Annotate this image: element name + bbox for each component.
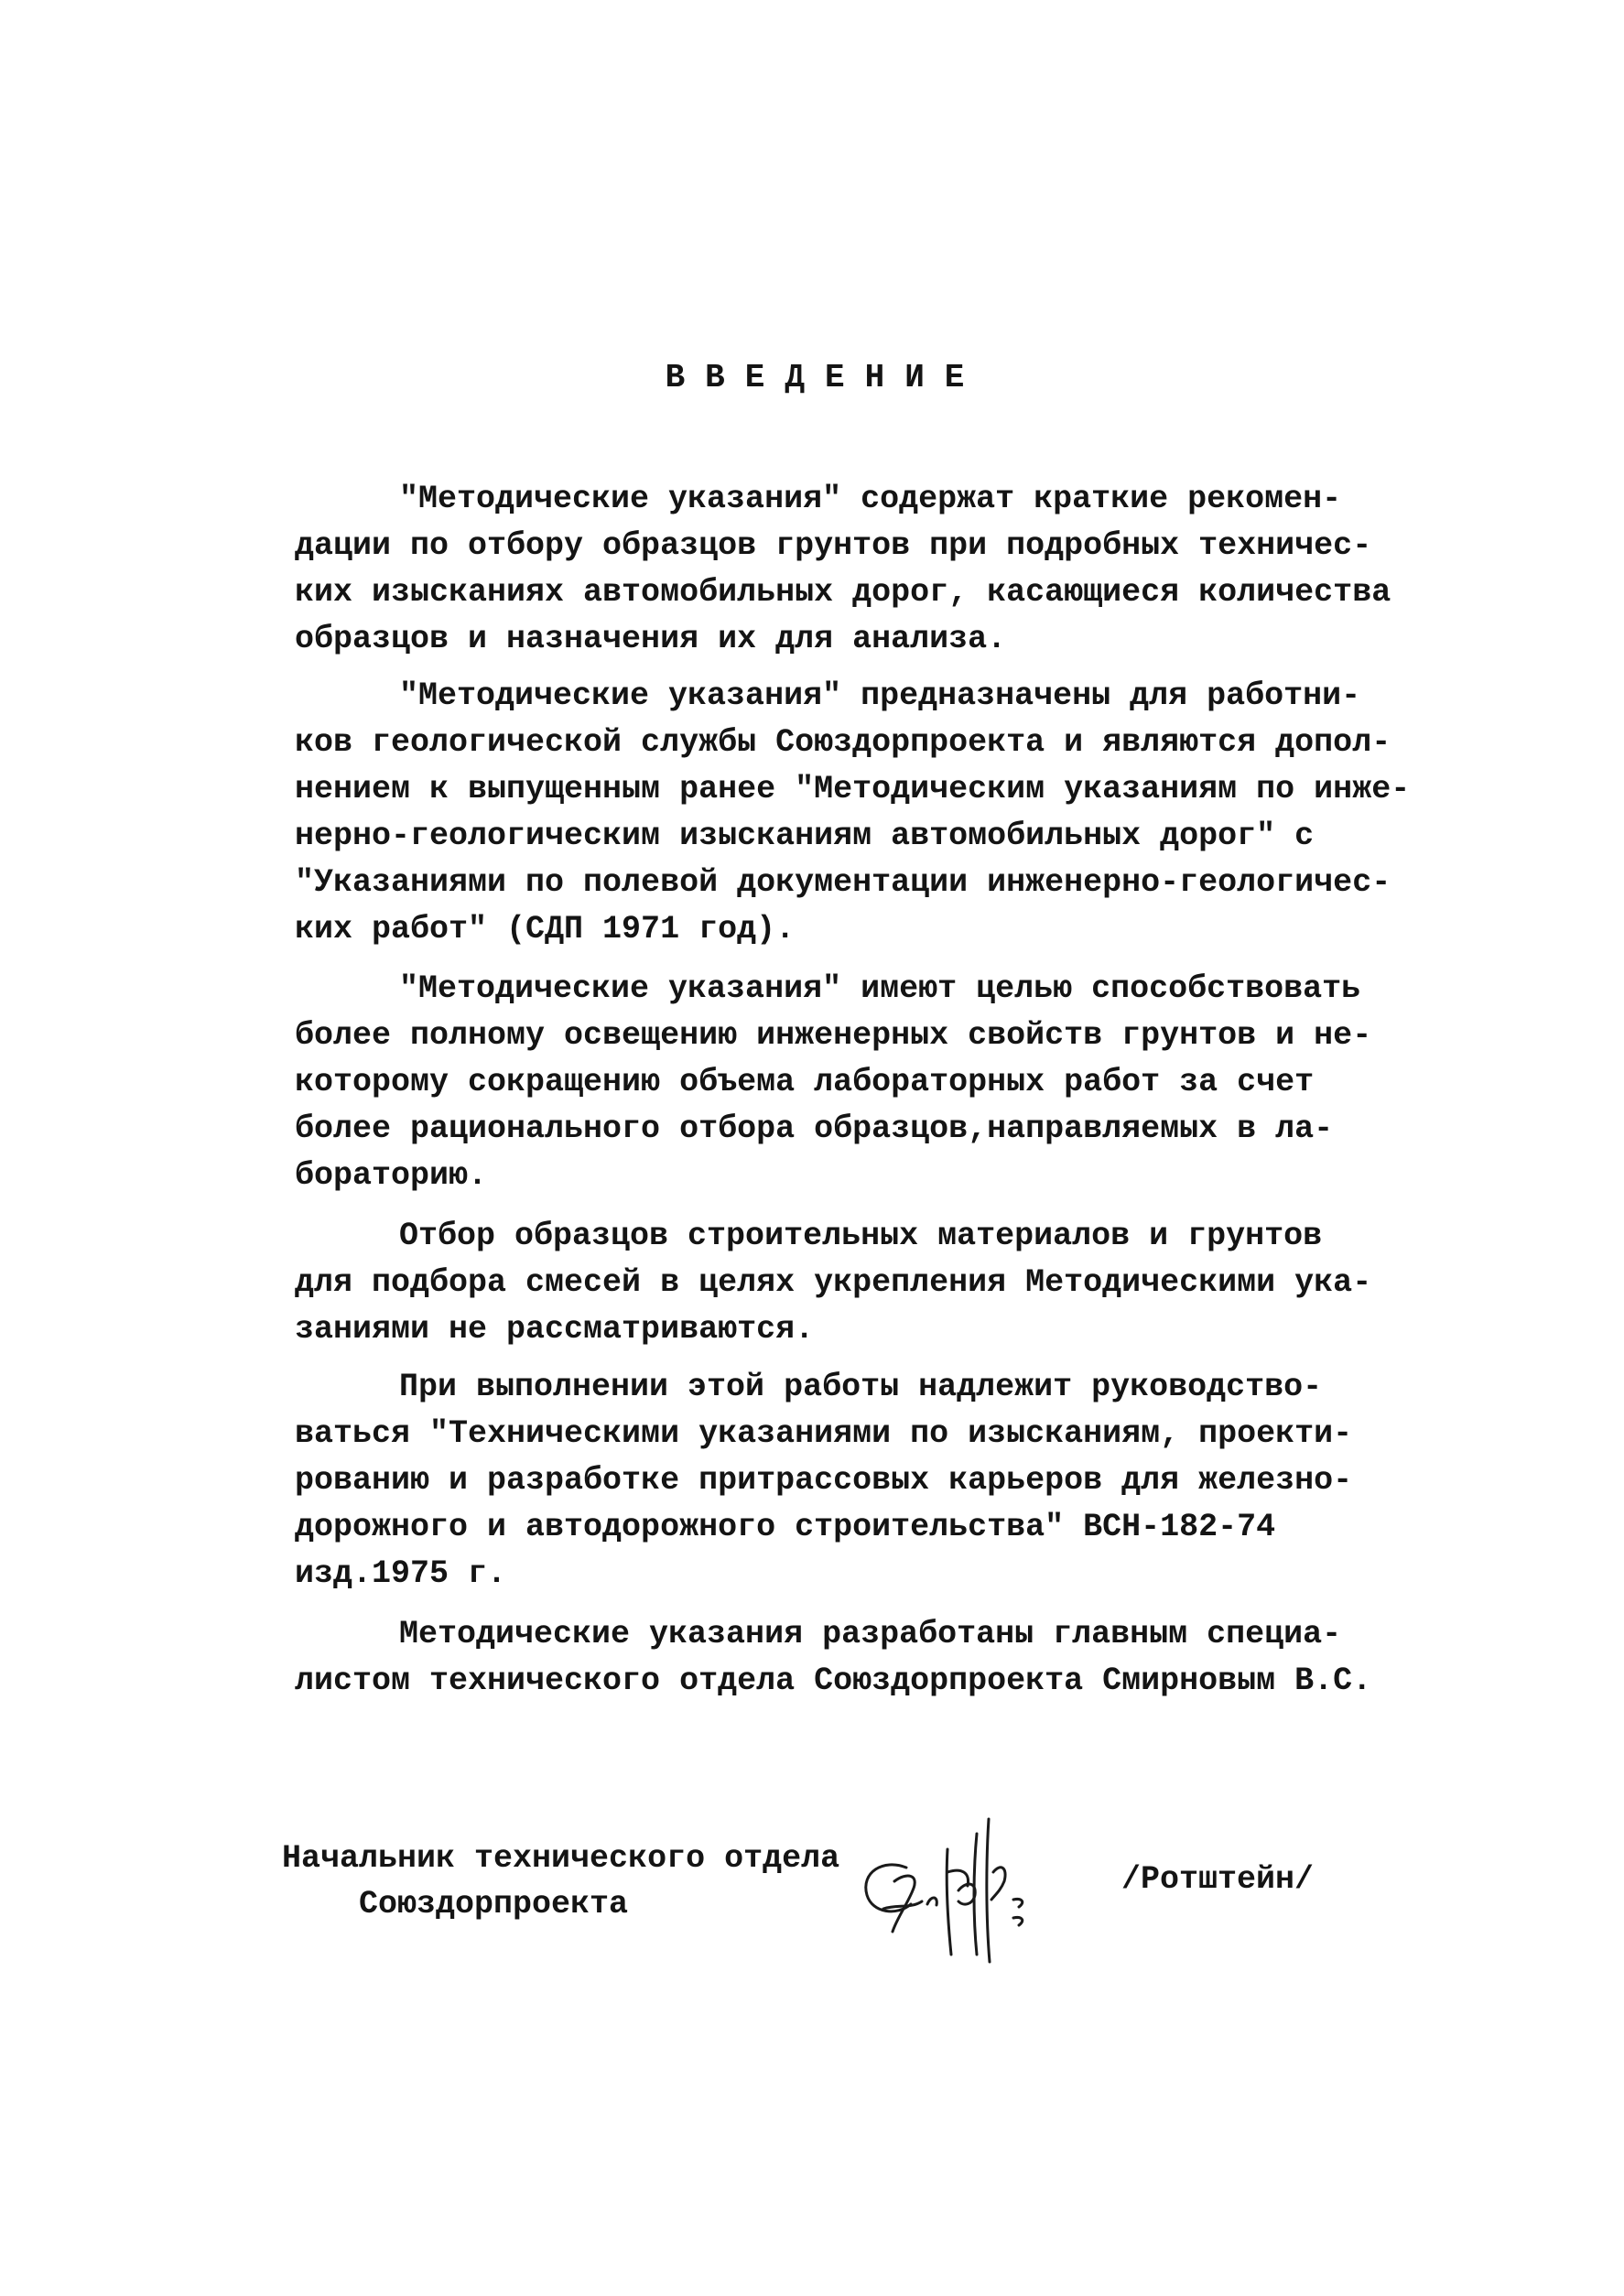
text-line: ких изысканиях автомобильных дорог, касающиеся количества: [295, 574, 1391, 611]
text-line: которому сокращению объема лабораторных работ за счет: [295, 1064, 1315, 1100]
text-line: изд.1975 г.: [295, 1555, 507, 1592]
text-line: заниями не рассматриваются.: [295, 1311, 815, 1348]
text-line: более рационального отбора образцов,направляемых в ла-: [295, 1110, 1334, 1147]
paragraph-5: [295, 1364, 1393, 1597]
page-title: ВВЕДЕНИЕ: [665, 359, 985, 396]
paragraph-4: [295, 1213, 1393, 1353]
text-line: рованию и разработке притрассовых карьеров для железно-: [295, 1462, 1353, 1499]
text-line: "Методические указания" имеют целью способствовать: [399, 970, 1361, 1007]
text-line: бораторию.: [295, 1157, 488, 1194]
handwritten-signature-icon: [856, 1817, 1076, 1968]
text-line: Отбор образцов строительных материалов и грунтов: [399, 1218, 1323, 1254]
paragraph-2: [295, 673, 1411, 953]
paragraph-1: [295, 476, 1393, 663]
text-line: нением к выпущенным ранее "Методическим указаниям по инже-: [295, 771, 1411, 807]
text-line: ваться "Техническими указаниями по изысканиям, проекти-: [295, 1415, 1353, 1452]
signatory-position: Начальник технического отдела: [282, 1840, 840, 1877]
paragraph-6: [295, 1611, 1393, 1705]
text-line: При выполнении этой работы надлежит руководство-: [399, 1369, 1323, 1405]
text-line: дорожного и автодорожного строительства" ВСН-182-74: [295, 1509, 1276, 1545]
signatory-name: /Ротштейн/: [1121, 1861, 1315, 1898]
paragraph-3: [295, 966, 1393, 1199]
signatory-organization: Союздорпроекта: [359, 1886, 629, 1922]
text-line: для подбора смесей в целях укрепления Методическими ука-: [295, 1264, 1372, 1301]
text-line: "Методические указания" содержат краткие рекомен-: [399, 481, 1342, 517]
text-line: "Указаниями по полевой документации инженерно-геологичес-: [295, 864, 1391, 901]
text-line: дации по отбору образцов грунтов при подробных техничес-: [295, 527, 1372, 564]
text-line: более полному освещению инженерных свойств грунтов и не-: [295, 1017, 1372, 1054]
text-line: нерно-геологическим изысканиям автомобильных дорог" с: [295, 818, 1315, 854]
text-line: листом технического отдела Союздорпроекта Смирновым В.С.: [295, 1662, 1372, 1699]
text-line: образцов и назначения их для анализа.: [295, 621, 1007, 657]
text-line: Методические указания разработаны главным специа-: [399, 1616, 1342, 1652]
text-line: "Методические указания" предназначены для работни-: [399, 677, 1361, 714]
text-line: ких работ" (СДП 1971 год).: [295, 911, 796, 948]
text-line: ков геологической службы Союздорпроекта и являются допол-: [295, 724, 1391, 761]
